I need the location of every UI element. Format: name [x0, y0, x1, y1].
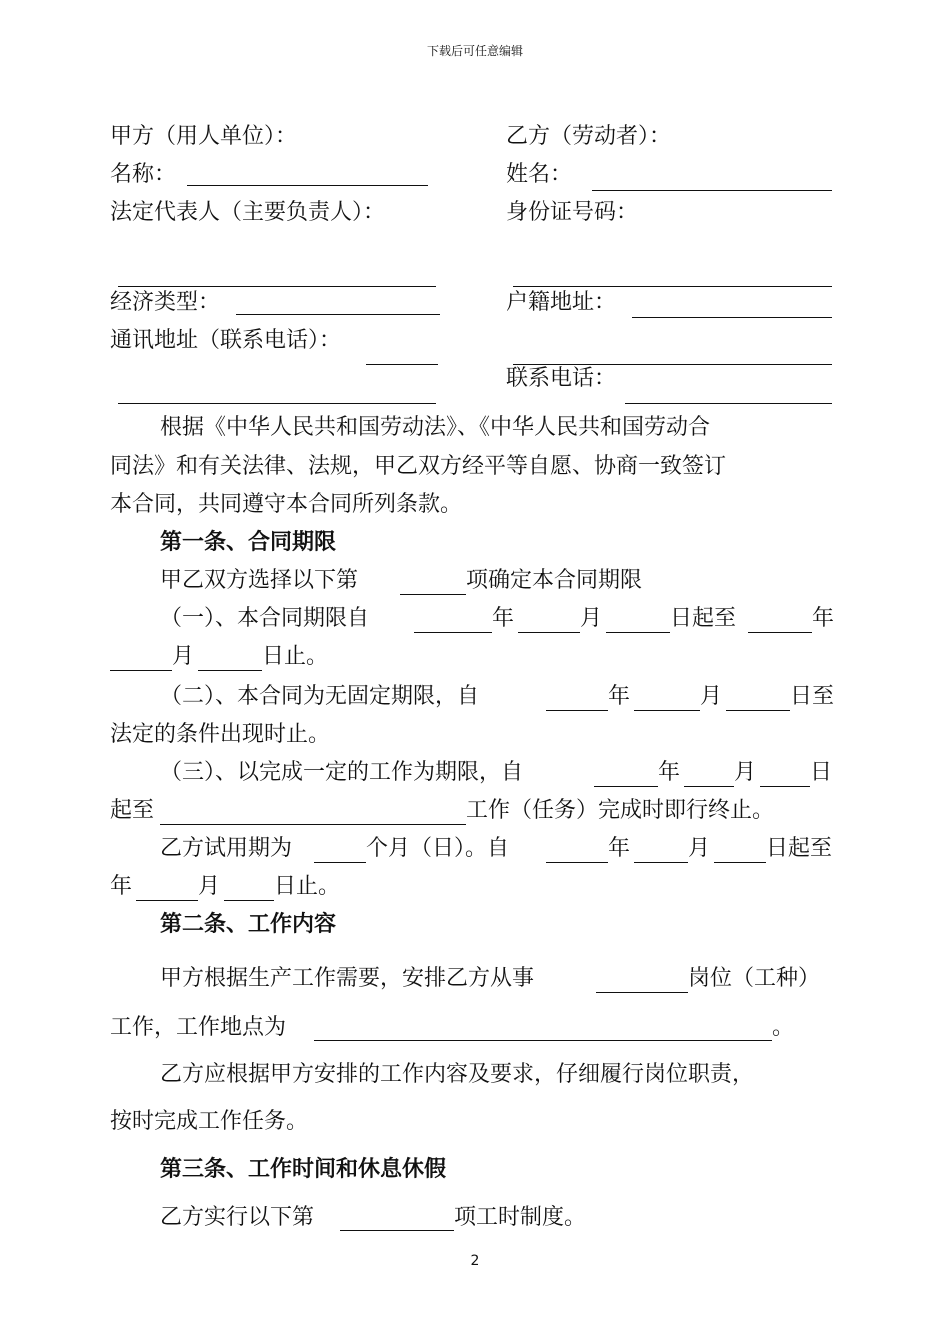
party-a-econ-blank — [236, 314, 440, 315]
probation-mid: 个月（日）。自 — [366, 836, 510, 861]
a3-p1-post: 项工时制度。 — [454, 1205, 587, 1230]
probation-end-day-blank — [224, 900, 274, 901]
probation-end-year: 年 — [110, 874, 133, 899]
opt1-end-month: 月 — [172, 644, 195, 669]
opt1-end-day-blank — [198, 670, 262, 671]
a1-choose-post: 项确定本合同期限 — [466, 568, 643, 593]
probation-end-month: 月 — [198, 874, 221, 899]
party-b-domicile-blank — [632, 317, 832, 318]
probation-month-blank — [634, 862, 688, 863]
party-a-address-blank-1 — [366, 364, 438, 365]
a2-p1-pre: 甲方根据生产工作需要，安排乙方从事 — [160, 966, 535, 991]
opt2-day-blank — [726, 710, 790, 711]
a1-choose-blank — [400, 594, 466, 595]
intro-line-3: 本合同，共同遵守本合同所列条款。 — [110, 492, 463, 517]
a2-position-blank — [596, 992, 688, 993]
probation-year: 年 — [608, 836, 631, 861]
opt1-day-to: 日起至 — [670, 606, 737, 631]
probation-end-month-blank — [136, 900, 198, 901]
intro-line-2: 同法》和有关法律、法规，甲乙双方经平等自愿、协商一致签订 — [110, 454, 727, 479]
opt1-end-month-blank — [110, 670, 172, 671]
opt3-day: 日 — [810, 760, 833, 785]
party-b-name-blank — [592, 190, 832, 191]
opt3-year-blank — [594, 786, 658, 787]
opt1-end-year: 年 — [812, 606, 835, 631]
a1-choose-pre: 甲乙双方选择以下第 — [160, 568, 359, 593]
intro-line-1: 根据《中华人民共和国劳动法》、《中华人民共和国劳动合 — [160, 415, 711, 440]
a2-p1-l2-post: 。 — [772, 1015, 795, 1040]
party-a-rep-blank — [118, 286, 436, 287]
opt3-from-to: 起至 — [110, 798, 155, 823]
opt3-month-blank — [684, 786, 734, 787]
opt2-day-until: 日至 — [790, 684, 835, 709]
opt1-start-month-blank — [518, 632, 580, 633]
party-a-address-blank-2 — [118, 403, 436, 404]
probation-length-blank — [314, 862, 366, 863]
a2-p2-line-1: 乙方应根据甲方安排的工作内容及要求，仔细履行岗位职责， — [160, 1062, 755, 1087]
article-3-title: 第三条、工作时间和休息休假 — [160, 1157, 447, 1182]
party-a-name-label: 名称： — [110, 162, 177, 187]
opt2-month: 月 — [700, 684, 723, 709]
probation-pre: 乙方试用期为 — [160, 836, 293, 861]
party-b-id-label: 身份证号码： — [506, 200, 639, 225]
party-a-address-label: 通讯地址（联系电话）： — [110, 328, 342, 353]
probation-day-end: 日止。 — [274, 874, 341, 899]
party-b-domicile-label: 户籍地址： — [506, 290, 617, 315]
article-1-title: 第一条、合同期限 — [160, 530, 337, 555]
party-a-title: 甲方（用人单位）： — [110, 124, 298, 149]
opt3-month: 月 — [734, 760, 757, 785]
article-2-title: 第二条、工作内容 — [160, 912, 337, 937]
opt1-pre: （一）、本合同期限自 — [160, 606, 370, 631]
a3-hours-blank — [340, 1230, 454, 1231]
opt1-year: 年 — [492, 606, 515, 631]
probation-day-to: 日起至 — [766, 836, 833, 861]
opt1-start-year-blank — [414, 632, 492, 633]
party-b-name-label: 姓名： — [506, 162, 573, 187]
opt1-end-year-blank — [748, 632, 812, 633]
opt1-start-day-blank — [606, 632, 670, 633]
opt3-day-blank — [760, 786, 810, 787]
probation-month: 月 — [688, 836, 711, 861]
opt2-year: 年 — [608, 684, 631, 709]
a3-p1-pre: 乙方实行以下第 — [160, 1205, 315, 1230]
page-number: 2 — [470, 1253, 480, 1269]
party-a-name-blank — [187, 185, 428, 186]
party-a-econ-label: 经济类型： — [110, 290, 221, 315]
a2-location-blank — [314, 1040, 772, 1041]
a2-p1-post: 岗位（工种） — [688, 966, 821, 991]
a2-p2-line-2: 按时完成工作任务。 — [110, 1109, 309, 1134]
opt2-year-blank — [546, 710, 608, 711]
party-b-phone-label: 联系电话： — [506, 366, 617, 391]
party-b-id-blank — [513, 286, 832, 287]
probation-day-blank — [714, 862, 766, 863]
party-a-rep-label: 法定代表人（主要负责人）： — [110, 200, 386, 225]
opt1-month: 月 — [580, 606, 603, 631]
opt3-pre: （三）、以完成一定的工作为期限，自 — [160, 760, 524, 785]
opt2-pre: （二）、本合同为无固定期限，自 — [160, 684, 480, 709]
opt2-month-blank — [634, 710, 700, 711]
opt3-year: 年 — [658, 760, 681, 785]
probation-year-blank — [546, 862, 608, 863]
party-b-title: 乙方（劳动者）： — [506, 124, 672, 149]
download-note: 下载后可任意编辑 — [426, 44, 523, 58]
opt3-post: 工作（任务）完成时即行终止。 — [466, 798, 775, 823]
opt1-day-end: 日止。 — [262, 644, 329, 669]
a2-p1-l2-pre: 工作，工作地点为 — [110, 1015, 287, 1040]
party-b-phone-blank — [625, 403, 832, 404]
opt2-line-2: 法定的条件出现时止。 — [110, 722, 331, 747]
opt3-work-blank — [160, 824, 466, 825]
